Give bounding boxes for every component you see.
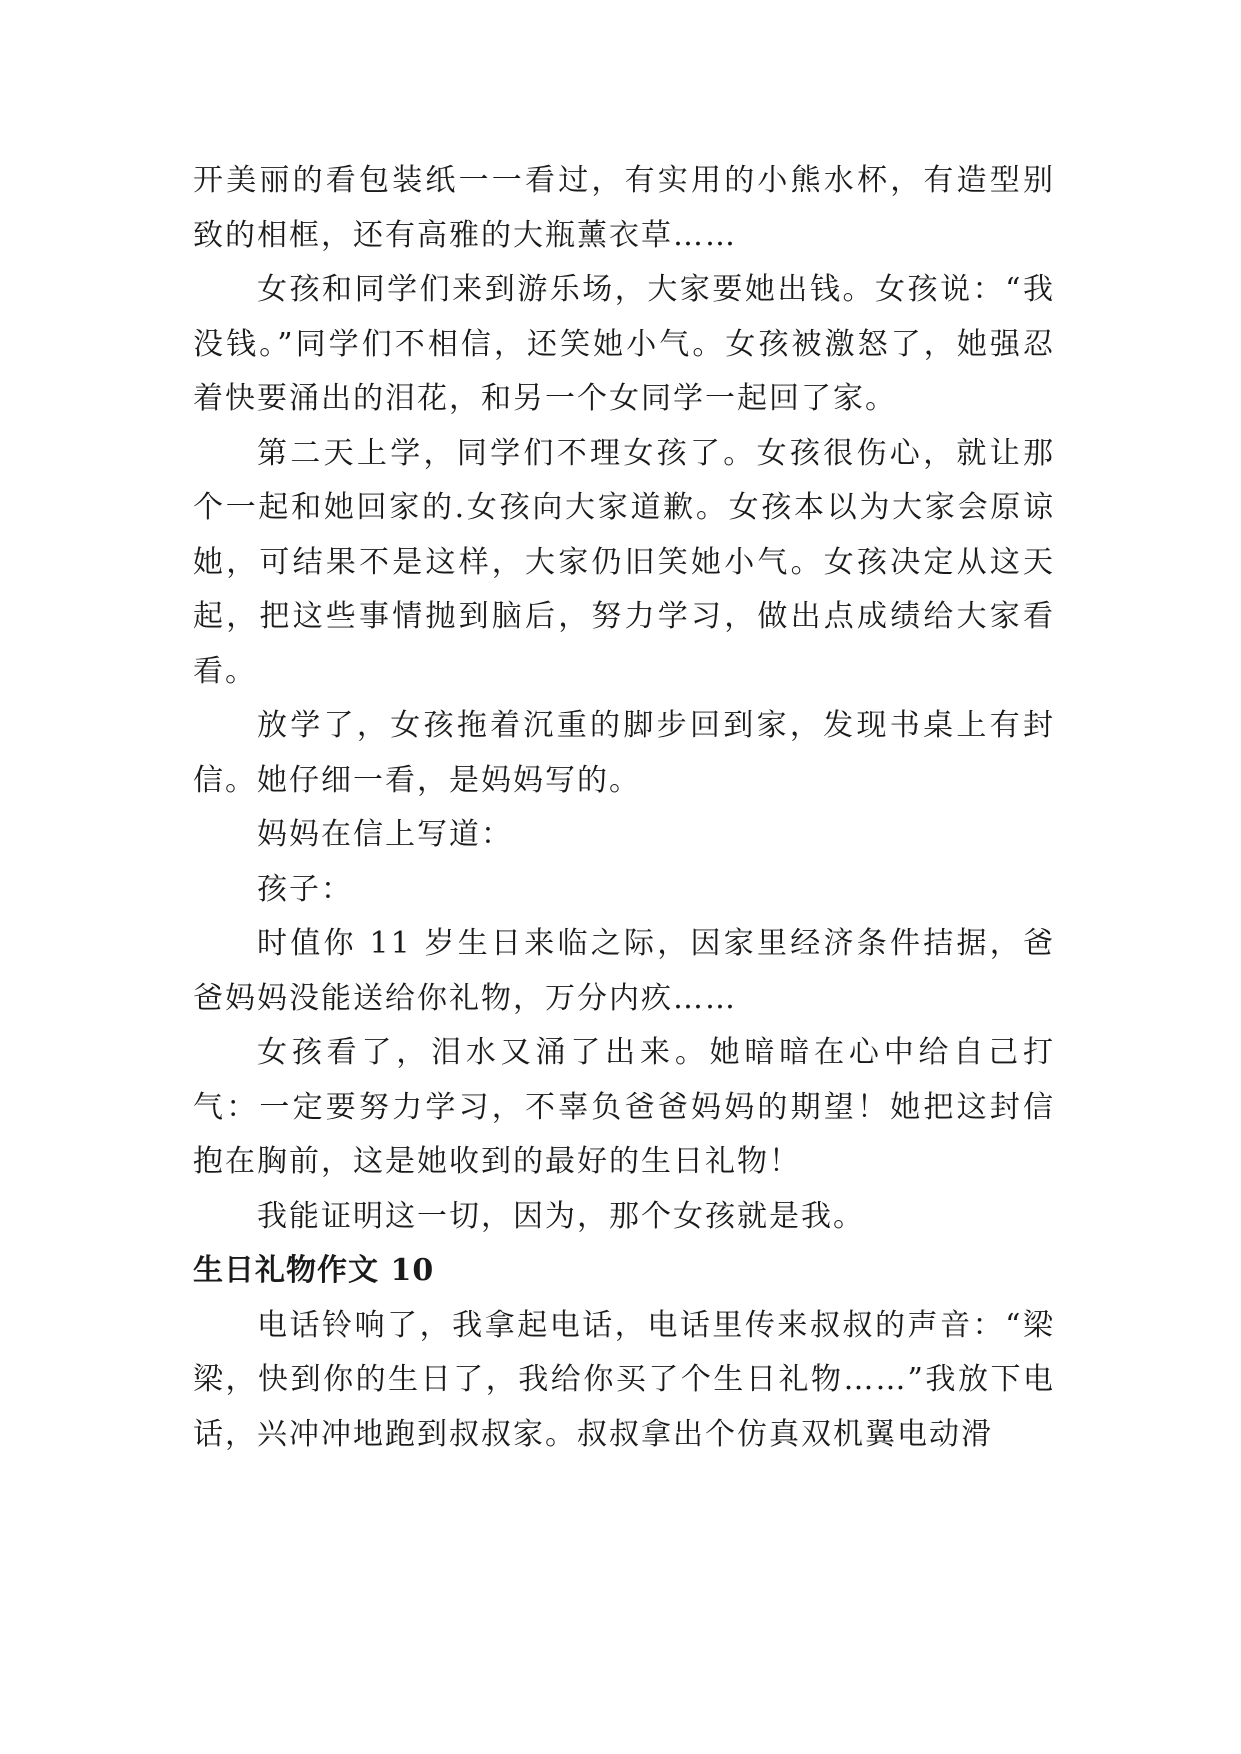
section-heading: 生日礼物作文 10 <box>193 1253 435 1288</box>
paragraph-resolve: 女孩看了，泪水又涌了出来。她暗暗在心中给自己打气：一定要努力学习，不辜负爸爸妈妈的期望！她把这封信抱在胸前，这是她收到的最好的生日礼物！ <box>193 1035 1055 1179</box>
document-body <box>193 154 1055 1462</box>
paragraph-gifts: 开美丽的看包装纸一一看过，有实用的小熊水杯，有造型别致的相框，还有高雅的大瓶薰衣草…… <box>193 163 1055 253</box>
paragraph-letter-body: 时值你 11 岁生日来临之际，因家里经济条件拮据，爸爸妈妈没能送给你礼物，万分内疚…… <box>193 926 1055 1016</box>
paragraph-letter-intro: 妈妈在信上写道： <box>257 817 513 852</box>
paragraph-phone-call: 电话铃响了，我拿起电话，电话里传来叔叔的声音：“梁梁，快到你的生日了，我给你买了个生日礼物……”我放下电话，兴冲冲地跑到叔叔家。叔叔拿出个仿真双机翼电动滑 <box>193 1307 1055 1452</box>
paragraph-amusement-park: 女孩和同学们来到游乐场，大家要她出钱。女孩说：“我没钱。”同学们不相信，还笑她小气。女孩被激怒了，她强忍着快要涌出的泪花，和另一个女同学一起回了家。 <box>193 272 1055 416</box>
paragraph-conclusion: 我能证明这一切，因为，那个女孩就是我。 <box>257 1198 865 1234</box>
paragraph-letter-found: 放学了，女孩拖着沉重的脚步回到家，发现书桌上有封信。她仔细一看，是妈妈写的。 <box>193 708 1055 798</box>
paragraph-letter-salutation: 孩子： <box>257 871 353 907</box>
paragraph-next-day: 第二天上学，同学们不理女孩了。女孩很伤心，就让那个一起和她回家的.女孩向大家道歉。女孩本以为大家会原谅她，可结果不是这样，大家仍旧笑她小气。女孩决定从这天起，把这些事情抛到脑后，努力学习，做出点成绩给大家看看。 <box>193 435 1055 689</box>
